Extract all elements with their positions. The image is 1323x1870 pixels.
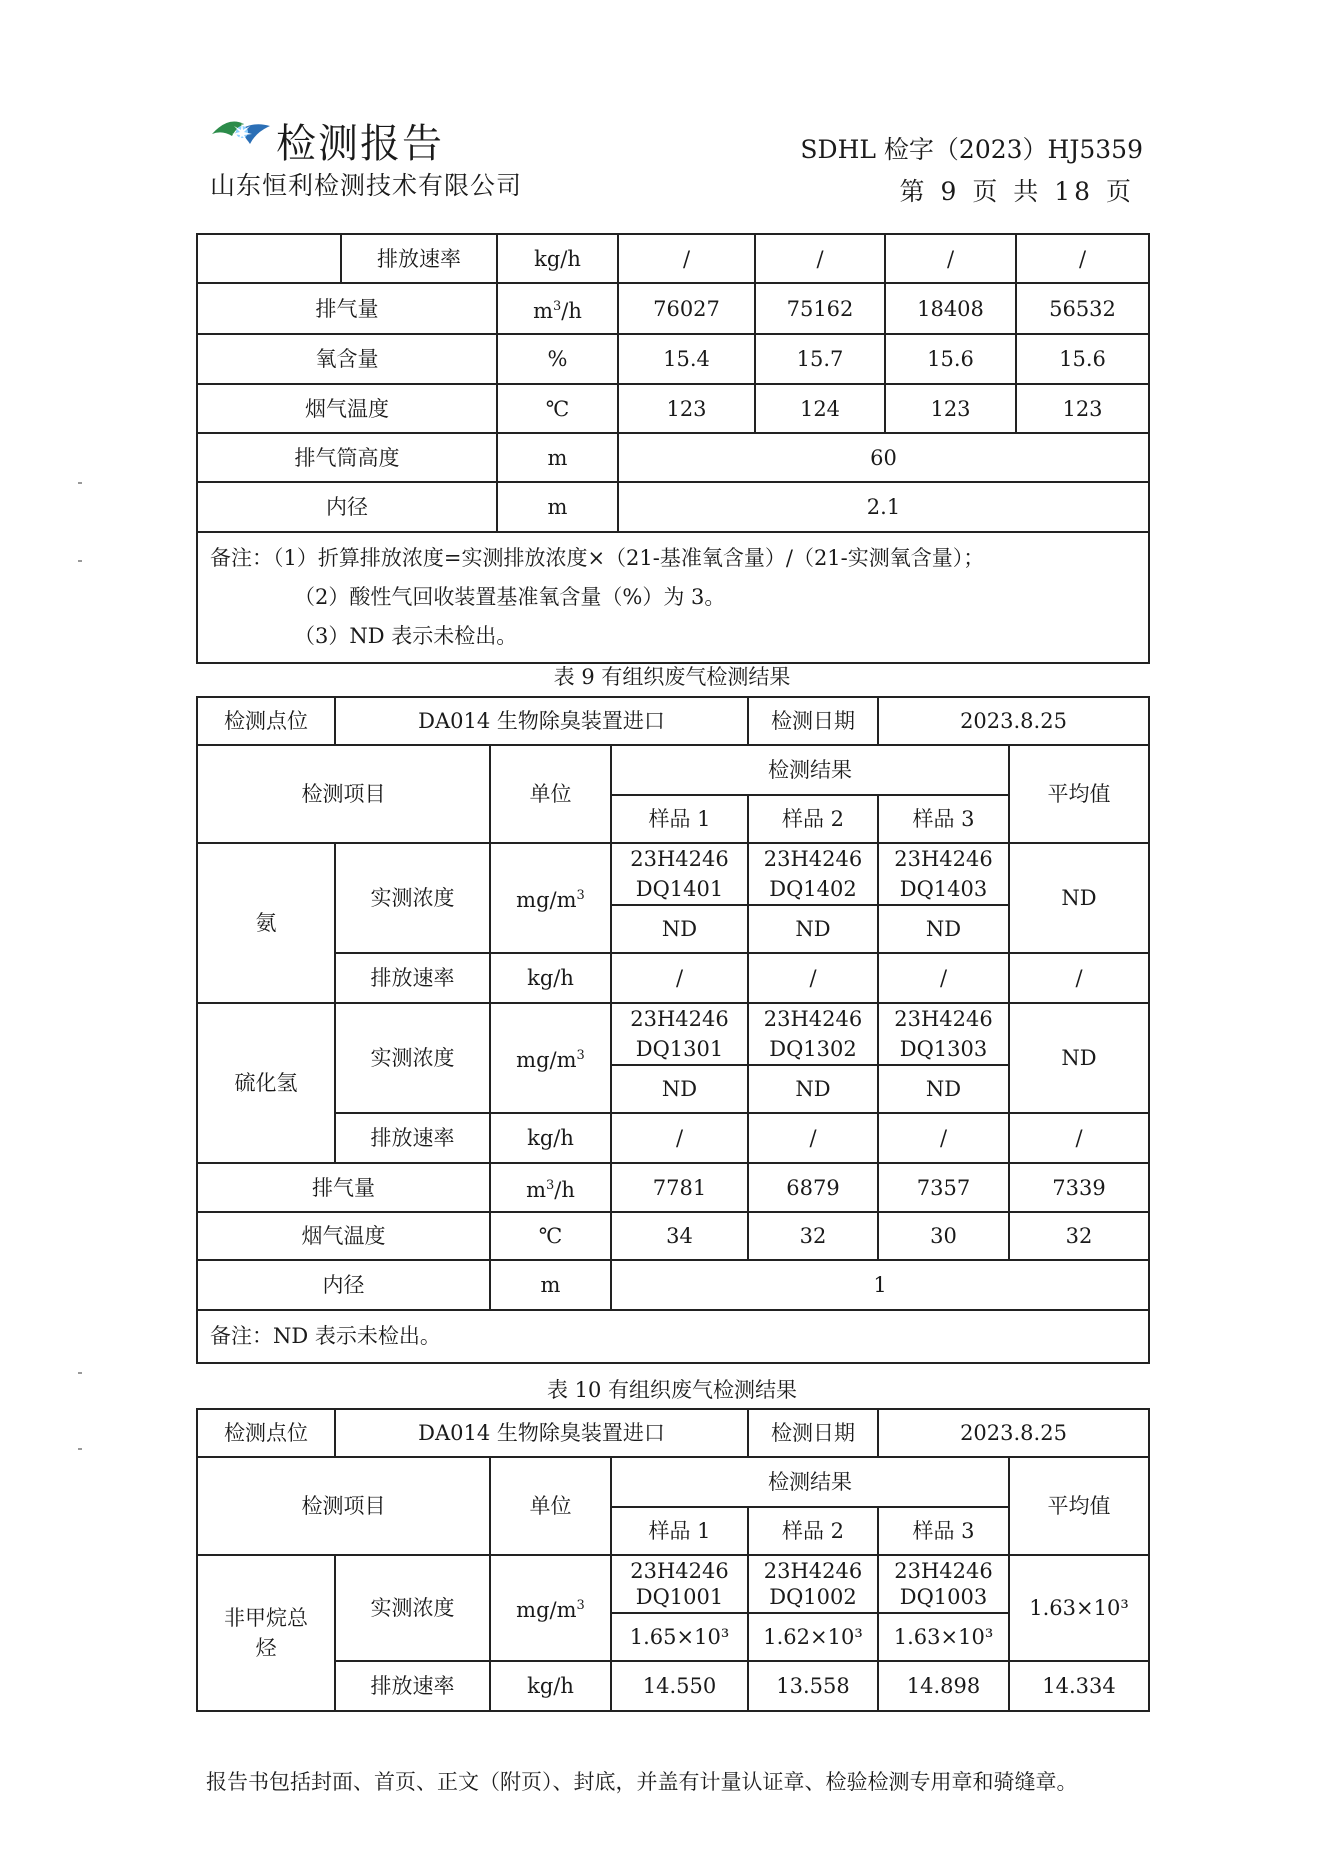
- date-value: 2023.8.25: [878, 1409, 1149, 1457]
- diameter-unit: m: [497, 482, 618, 532]
- value-cell: /: [748, 953, 878, 1003]
- value-cell: ND: [748, 1065, 878, 1113]
- sample-header: 样品 1: [611, 795, 748, 843]
- value-cell: 30: [878, 1212, 1009, 1260]
- value-cell: /: [611, 1113, 748, 1163]
- unit-label: 单位: [490, 1457, 611, 1555]
- value-cell: 34: [611, 1212, 748, 1260]
- value-cell: 123: [1016, 384, 1149, 433]
- value-cell: ND: [878, 905, 1009, 953]
- value-cell: /: [885, 234, 1016, 283]
- table9: [196, 696, 1150, 1364]
- table-previous-continuation: [196, 233, 1150, 664]
- nmhc-name: 非甲烷总烃: [197, 1555, 335, 1711]
- date-label: 检测日期: [748, 1409, 878, 1457]
- item-label: 检测项目: [197, 1457, 490, 1555]
- table10: [196, 1408, 1150, 1712]
- value-cell: ND: [611, 1065, 748, 1113]
- sample-id: 23H4246 DQ1002: [748, 1555, 878, 1613]
- table-row: [197, 1163, 1149, 1212]
- ammonia-rate-label: 排放速率: [335, 953, 490, 1003]
- value-cell: 15.6: [1016, 334, 1149, 384]
- company-logo-icon: [210, 114, 272, 150]
- footer-note: 报告书包括封面、首页、正文（附页）、封底，并盖有计量认证章、检验检测专用章和骑缝章。: [206, 1770, 1078, 1794]
- ammonia-conc-label: 实测浓度: [335, 843, 490, 953]
- nmhc-conc-label: 实测浓度: [335, 1555, 490, 1661]
- ammonia-conc-unit: $mg/m^3$: [490, 843, 611, 953]
- flow-unit: $m^3/h$: [497, 283, 618, 334]
- value-cell: 14.550: [611, 1661, 748, 1711]
- diameter-value: 1: [611, 1260, 1149, 1310]
- value-cell: 18408: [885, 283, 1016, 334]
- value-cell: 1.62×10³: [748, 1613, 878, 1661]
- table-row: [197, 1260, 1149, 1310]
- nmhc-avg: 1.63×10³: [1009, 1555, 1149, 1661]
- sample-id: 23H4246 DQ1401: [611, 843, 748, 905]
- temp-label: 烟气温度: [197, 384, 497, 433]
- result-label: 检测结果: [611, 1457, 1009, 1507]
- nmhc-rate-label: 排放速率: [335, 1661, 490, 1711]
- h2s-rate-unit: kg/h: [490, 1113, 611, 1163]
- table-row: [197, 334, 1149, 384]
- value-cell: 76027: [618, 283, 755, 334]
- result-label: 检测结果: [611, 745, 1009, 795]
- sample-header: 样品 2: [748, 1507, 878, 1555]
- value-cell: ND: [878, 1065, 1009, 1113]
- flow-label: 排气量: [197, 1163, 490, 1212]
- date-label: 检测日期: [748, 697, 878, 745]
- value-cell: 56532: [1016, 283, 1149, 334]
- page-number: 第 9 页 共 18 页: [899, 177, 1135, 206]
- h2s-conc-label: 实测浓度: [335, 1003, 490, 1113]
- value-cell: /: [878, 1113, 1009, 1163]
- h2s-rate-label: 排放速率: [335, 1113, 490, 1163]
- point-label: 检测点位: [197, 1409, 335, 1457]
- sample-header: 样品 3: [878, 795, 1009, 843]
- date-value: 2023.8.25: [878, 697, 1149, 745]
- table-row: [197, 433, 1149, 482]
- table-row: [197, 843, 1149, 905]
- table-row: [197, 745, 1149, 795]
- value-cell: /: [1009, 953, 1149, 1003]
- value-cell: /: [611, 953, 748, 1003]
- company-name: 山东恒利检测技术有限公司: [210, 171, 523, 200]
- table-row: [197, 1003, 1149, 1065]
- ammonia-rate-unit: kg/h: [490, 953, 611, 1003]
- table-row: [197, 1555, 1149, 1613]
- height-label: 排气筒高度: [197, 433, 497, 482]
- note-line: （2）酸性气回收装置基准氧含量（%）为 3。: [294, 585, 726, 609]
- table-row: [197, 1457, 1149, 1507]
- value-cell: 7781: [611, 1163, 748, 1212]
- value-cell: 7339: [1009, 1163, 1149, 1212]
- rate-label: 排放速率: [341, 234, 497, 283]
- unit-label: 单位: [490, 745, 611, 843]
- temp-label: 烟气温度: [197, 1212, 490, 1260]
- value-cell: 13.558: [748, 1661, 878, 1711]
- height-unit: m: [497, 433, 618, 482]
- value-cell: 32: [1009, 1212, 1149, 1260]
- diameter-value: 2.1: [618, 482, 1149, 532]
- value-cell: ND: [748, 905, 878, 953]
- value-cell: 6879: [748, 1163, 878, 1212]
- table9-note: 备注：ND 表示未检出。: [197, 1310, 1149, 1363]
- flow-unit: $m^3/h$: [490, 1163, 611, 1212]
- avg-label: 平均值: [1009, 1457, 1149, 1555]
- report-number: SDHL 检字（2023）HJ5359: [800, 135, 1143, 164]
- oxygen-label: 氧含量: [197, 334, 497, 384]
- oxygen-unit: %: [497, 334, 618, 384]
- sample-id: 23H4246 DQ1403: [878, 843, 1009, 905]
- sample-id: 23H4246 DQ1301: [611, 1003, 748, 1065]
- height-value: 60: [618, 433, 1149, 482]
- nmhc-rate-unit: kg/h: [490, 1661, 611, 1711]
- sample-header: 样品 1: [611, 1507, 748, 1555]
- value-cell: 32: [748, 1212, 878, 1260]
- value-cell: 123: [885, 384, 1016, 433]
- ammonia-avg: ND: [1009, 843, 1149, 953]
- diameter-label: 内径: [197, 482, 497, 532]
- value-cell: 14.334: [1009, 1661, 1149, 1711]
- value-cell: /: [748, 1113, 878, 1163]
- sample-id: 23H4246 DQ1402: [748, 843, 878, 905]
- table9-caption: 表 9 有组织废气检测结果: [553, 665, 791, 689]
- table-row: [197, 1661, 1149, 1711]
- value-cell: 14.898: [878, 1661, 1009, 1711]
- value-cell: /: [618, 234, 755, 283]
- value-cell: /: [755, 234, 885, 283]
- value-cell: ND: [611, 905, 748, 953]
- ammonia-name: 氨: [197, 843, 335, 1003]
- nmhc-conc-unit: $mg/m^3$: [490, 1555, 611, 1661]
- sample-id: 23H4246 DQ1001: [611, 1555, 748, 1613]
- sample-header: 样品 3: [878, 1507, 1009, 1555]
- point-label: 检测点位: [197, 697, 335, 745]
- value-cell: /: [1009, 1113, 1149, 1163]
- table-row: [197, 1310, 1149, 1363]
- value-cell: /: [1016, 234, 1149, 283]
- flow-label: 排气量: [197, 283, 497, 334]
- table10-caption: 表 10 有组织废气检测结果: [546, 1378, 798, 1402]
- item-label: 检测项目: [197, 745, 490, 843]
- empty-cell: [197, 234, 341, 283]
- table-row: [197, 697, 1149, 745]
- note-line: 备注：（1）折算排放浓度=实测排放浓度×（21-基准氧含量）/（21-实测氧含量）；: [210, 546, 985, 570]
- point-value: DA014 生物除臭装置进口: [335, 1409, 748, 1457]
- value-cell: 15.4: [618, 334, 755, 384]
- value-cell: /: [878, 953, 1009, 1003]
- h2s-conc-unit: $mg/m^3$: [490, 1003, 611, 1113]
- table-row: [197, 234, 1149, 283]
- diameter-label: 内径: [197, 1260, 490, 1310]
- value-cell: 1.63×10³: [878, 1613, 1009, 1661]
- notes-cell: [197, 532, 1149, 663]
- temp-unit: ℃: [490, 1212, 611, 1260]
- avg-label: 平均值: [1009, 745, 1149, 843]
- value-cell: 15.7: [755, 334, 885, 384]
- value-cell: 75162: [755, 283, 885, 334]
- sample-id: 23H4246 DQ1302: [748, 1003, 878, 1065]
- note-line: （3）ND 表示未检出。: [294, 624, 518, 648]
- h2s-avg: ND: [1009, 1003, 1149, 1113]
- value-cell: 1.65×10³: [611, 1613, 748, 1661]
- value-cell: 15.6: [885, 334, 1016, 384]
- value-cell: 124: [755, 384, 885, 433]
- logo-title: 检测报告: [276, 121, 444, 167]
- rate-unit: kg/h: [497, 234, 618, 283]
- temp-unit: ℃: [497, 384, 618, 433]
- sample-id: 23H4246 DQ1003: [878, 1555, 1009, 1613]
- value-cell: 123: [618, 384, 755, 433]
- table-row: [197, 1409, 1149, 1457]
- diameter-unit: m: [490, 1260, 611, 1310]
- value-cell: 7357: [878, 1163, 1009, 1212]
- table-row: [197, 482, 1149, 532]
- sample-header: 样品 2: [748, 795, 878, 843]
- table-row: [197, 1113, 1149, 1163]
- table-row: [197, 283, 1149, 334]
- table-row: [197, 953, 1149, 1003]
- table-row: [197, 384, 1149, 433]
- table-row: [197, 532, 1149, 663]
- table-row: [197, 1212, 1149, 1260]
- h2s-name: 硫化氢: [197, 1003, 335, 1163]
- point-value: DA014 生物除臭装置进口: [335, 697, 748, 745]
- sample-id: 23H4246 DQ1303: [878, 1003, 1009, 1065]
